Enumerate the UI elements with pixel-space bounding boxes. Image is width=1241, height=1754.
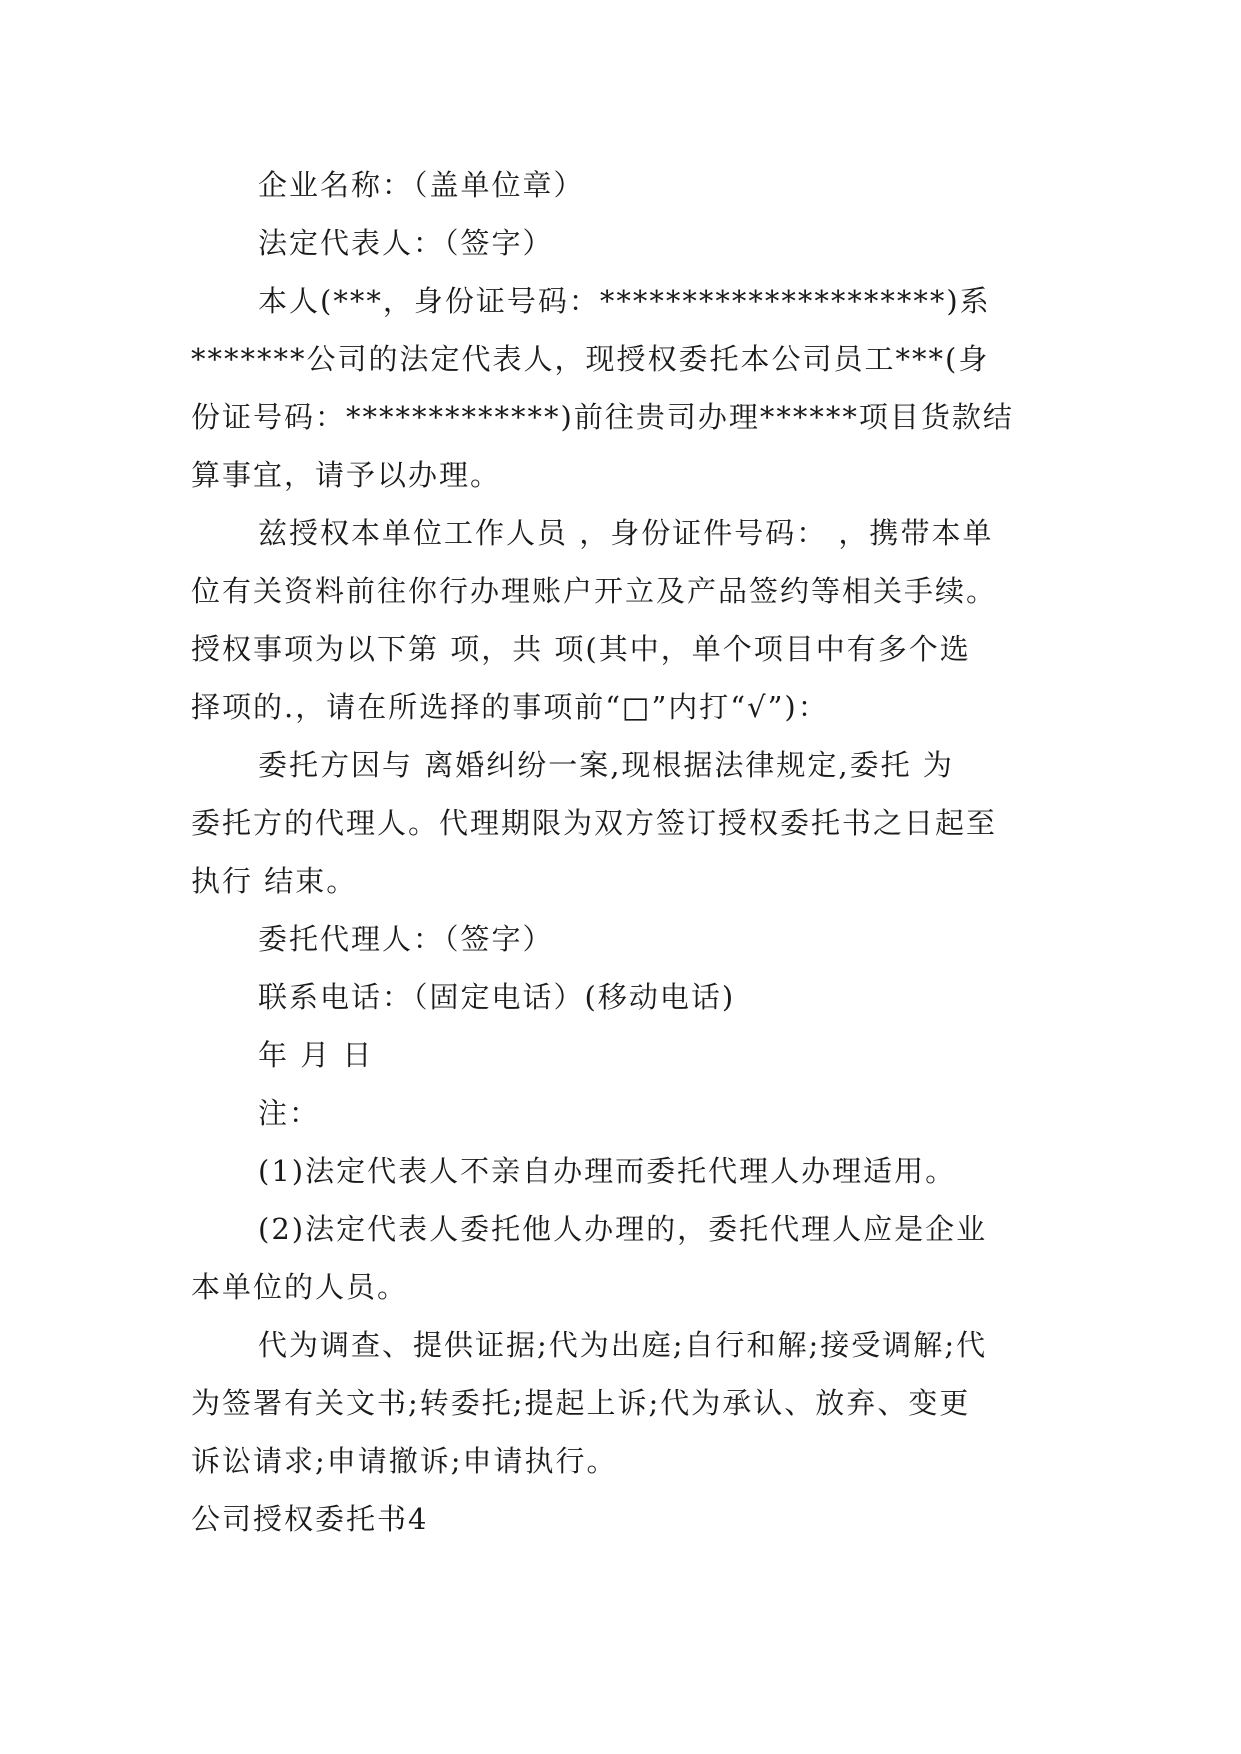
- note-heading: 注：: [258, 1096, 321, 1130]
- note-item: (2)法定代表人委托他人办理的，委托代理人应是企业: [258, 1212, 988, 1246]
- paragraph-line: 择项的.，请在所选择的事项前“□”内打“√”)：: [191, 690, 829, 724]
- note-item: 本单位的人员。: [191, 1270, 409, 1304]
- contact-phone-line: 联系电话：（固定电话）(移动电话): [258, 980, 736, 1014]
- company-name-line: 企业名称：（盖单位章）: [258, 168, 585, 202]
- paragraph-line: 代为调查、提供证据;代为出庭;自行和解;接受调解;代: [258, 1328, 988, 1362]
- paragraph-line: 授权事项为以下第 项，共 项(其中，单个项目中有多个选: [191, 632, 971, 666]
- paragraph-line: 诉讼请求;申请撤诉;申请执行。: [191, 1444, 618, 1478]
- agent-signature-line: 委托代理人：（签字）: [258, 922, 554, 956]
- paragraph-line: 算事宜，请予以办理。: [191, 458, 502, 492]
- paragraph-line: 份证号码：*************)前往贵司办理******项目货款结: [191, 400, 1014, 434]
- section-heading: 公司授权委托书4: [191, 1502, 429, 1536]
- paragraph-line: 委托方的代理人。代理期限为双方签订授权委托书之日起至: [191, 806, 998, 840]
- date-line: 年 月 日: [258, 1038, 374, 1072]
- paragraph-line: 位有关资料前往你行办理账户开立及产品签约等相关手续。: [191, 574, 998, 608]
- paragraph-line: 为签署有关文书;转委托;提起上诉;代为承认、放弃、变更: [191, 1386, 971, 1420]
- paragraph-line: 执行 结束。: [191, 864, 358, 898]
- note-item: (1)法定代表人不亲自办理而委托代理人办理适用。: [258, 1154, 957, 1188]
- paragraph-line: 委托方因与 离婚纠纷一案,现根据法律规定,委托 为: [258, 748, 954, 782]
- paragraph-line: 兹授权本单位工作人员 ，身份证件号码： ，携带本单: [258, 516, 994, 550]
- legal-rep-line: 法定代表人：（签字）: [258, 226, 554, 260]
- paragraph-line: 本人(***，身份证号码：*********************)系: [258, 284, 991, 318]
- paragraph-line: *******公司的法定代表人，现授权委托本公司员工***(身: [191, 342, 990, 376]
